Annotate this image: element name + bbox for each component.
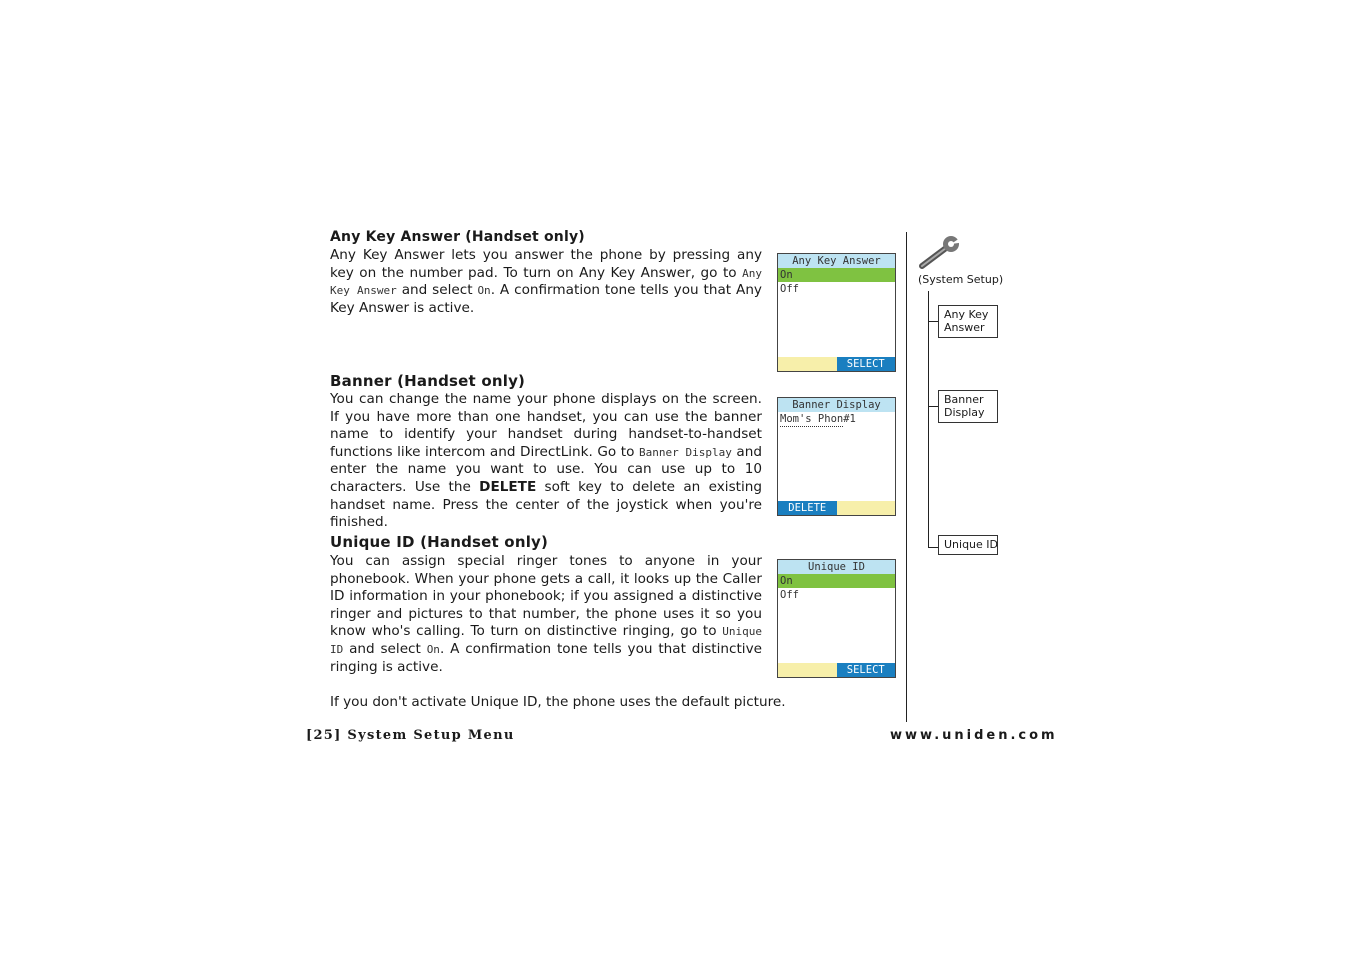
website-link[interactable]: www.uniden.com	[890, 728, 1058, 743]
menu-ref-unique: Unique ID	[330, 625, 762, 656]
unique-heading: Unique ID (Handset only)	[330, 533, 549, 551]
menu-box-unique: Unique ID	[938, 535, 998, 555]
tree-branch	[928, 321, 938, 322]
screen-option-off[interactable]: Off	[780, 589, 799, 601]
delete-key-ref: DELETE	[479, 478, 537, 495]
softkey-left	[778, 663, 837, 677]
any-key-screen	[777, 253, 896, 372]
banner-paragraph: You can change the name your phone displays on the screen. If you have more than one handset, you can use the banner name to identify your handset during handset-to-handset functions like intercom and DirectLink. Go to Banner Display and enter the name you want to use. You can use up to 10 characters. Use the DELETE soft key to delete an existing handset name. Press the center of the joystick when you're finished.	[330, 391, 762, 531]
option-ref-on: On	[426, 642, 440, 656]
screen-option-off[interactable]: Off	[780, 283, 799, 295]
banner-heading: Banner (Handset only)	[330, 372, 526, 390]
banner-entry-text: Mom's Phon	[780, 413, 844, 425]
unique-note: If you don't activate Unique ID, the phone uses the default picture.	[330, 694, 786, 710]
tree-branch	[928, 547, 938, 548]
any-key-heading: Any Key Answer (Handset only)	[330, 229, 585, 245]
screen-option-on[interactable]: On	[778, 268, 895, 282]
menu-box-banner: Banner Display	[938, 390, 998, 423]
screen-option-on[interactable]: On	[778, 574, 895, 588]
delete-softkey[interactable]: DELETE	[778, 501, 837, 515]
screen-title: Any Key Answer	[778, 254, 895, 268]
menu-ref-banner: Banner Display	[638, 445, 732, 459]
banner-entry-field[interactable]	[778, 412, 895, 426]
option-ref-on: On	[477, 284, 491, 298]
column-divider	[906, 232, 907, 722]
wrench-icon	[918, 234, 968, 272]
softkey-left	[778, 357, 837, 371]
page-footer-title: [25] System Setup Menu	[306, 728, 515, 743]
select-softkey[interactable]: SELECT	[837, 357, 896, 371]
tree-line	[928, 291, 929, 548]
tree-branch	[928, 406, 938, 407]
unique-screen	[777, 559, 896, 678]
any-key-paragraph: Any Key Answer lets you answer the phone by pressing any key on the number pad. To turn on Any Key Answer, go to Any Key Answer and select On. A confirmation tone tells you that Any Key Answer is active.	[330, 247, 762, 316]
menu-box-any-key: Any Key Answer	[938, 305, 998, 338]
softkey-right	[837, 501, 896, 515]
unique-paragraph: You can assign special ringer tones to anyone in your phonebook. When your phone gets a call, it looks up the Caller ID information in your phonebook; if you assigned a distinctive ringer and pictures to that number, the phone uses it so you know who's calling. To turn on distinctive ringing, go to Unique ID and select On. A confirmation tone tells you that distinctive ringing is active.	[330, 553, 762, 675]
banner-entry-suffix: #1	[843, 413, 856, 425]
screen-title: Unique ID	[778, 560, 895, 574]
select-softkey[interactable]: SELECT	[837, 663, 896, 677]
system-setup-caption: (System Setup)	[918, 273, 1004, 286]
menu-ref-any-key: Any Key Answer	[330, 266, 762, 298]
screen-title: Banner Display	[778, 398, 895, 412]
banner-screen	[777, 397, 896, 516]
